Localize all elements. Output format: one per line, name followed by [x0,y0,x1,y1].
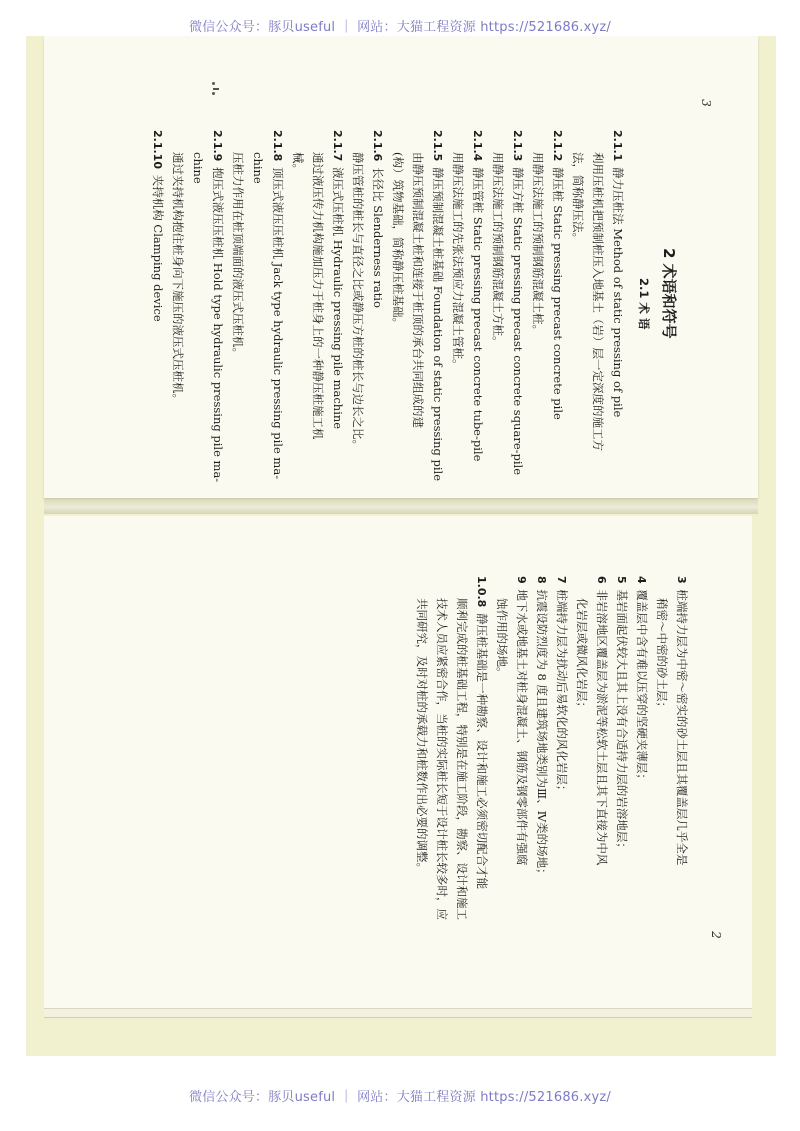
clause-number: 3 [675,576,688,584]
line-text: 静压桩基础是一种勘察、设计和施工必须密切配合才能 [475,613,489,890]
line-text: 利用压桩机把预制桩压入地基土（岩）层一定深度的施工方 [591,152,605,451]
clause-number: 1.0.8 [475,576,488,608]
line-text: 用静压法施工的预制钢筋混凝土桩。 [531,152,545,336]
text-line [452,576,472,920]
text-line [672,576,692,920]
scan-speck [212,82,215,85]
text-line [512,576,532,920]
text-line [572,576,592,920]
text-line [368,130,388,482]
text-line [608,130,628,482]
line-text: 覆盖层中含有难以压穿的坚硬夹薄层； [635,589,649,785]
text-line [432,576,452,920]
clause-number: 6 [595,576,608,584]
clause-number: 2.1.1 [611,130,624,162]
line-text: 稍密～中密的砂土层； [655,598,669,713]
clause-number: 2.1.5 [431,130,444,162]
clause-number: 8 [535,576,548,584]
text-line [468,130,488,482]
clause-number: 2.1.8 [271,130,284,162]
line-text: 静压桩 Static pressing precast concrete pile [551,167,565,420]
line-text: 顶压式液压压桩机 Jack type hydraulic pressing pile ma- [271,167,285,480]
clause-number: 2.1.9 [211,130,224,162]
text-line [632,576,652,920]
line-text: 非岩溶地区覆盖层为淤泥等松软土层且其下直接为中风 [595,589,609,866]
text-line [188,130,208,482]
text-line [588,130,608,482]
line-text: 压桩力作用在桩顶端面的液压式压桩机。 [231,152,245,359]
page-2-lines [412,576,692,920]
text-line [532,576,552,920]
clause-number: 2.1.2 [551,130,564,162]
line-text: 基岩面起伏较大且其上没有合适持力层的岩溶地层； [615,589,629,854]
clause-number: 2.1.10 [151,130,164,169]
clause-number: 4 [635,576,648,584]
line-text: 通过液压传力机构施加压力于桩身上的一种静压桩施工机 [311,152,325,440]
line-text: 由静压预制混凝土桩和连接于桩顶的承台共同组成的建 [411,152,425,428]
watermark-top: 微信公众号：豚贝useful ｜ 网站：大猫工程资源 https://521686.xyz/ [189,20,611,35]
text-line [492,576,512,920]
text-line [428,130,448,482]
page-edge-stack [44,1008,752,1018]
line-text: 法，简称静压法。 [571,152,585,244]
line-text: 技术人员应紧密合作，当桩的实际桩长短于设计桩长较多时，应 [435,598,449,920]
text-line [288,130,308,482]
text-line [388,130,408,482]
line-text: 用静压法施工的预制钢筋混凝土方桩。 [491,152,505,348]
watermark-bottom: 微信公众号：豚贝useful ｜ 网站：大猫工程资源 https://521686.xyz/ [189,1090,611,1105]
clause-number: 5 [615,576,628,584]
text-line [528,130,548,482]
text-line [448,130,468,482]
text-line [508,130,528,482]
page-number-3: 3 [698,99,713,107]
line-text: 静力压桩法 Method of static pressing of pile [611,167,625,418]
line-text: 抱压式液压压桩机 Hold type hydraulic pressing pile ma- [211,167,225,483]
text-line [328,130,348,482]
section-title: 2.1 术 语 [637,278,651,330]
book-gutter [44,500,758,514]
line-text: 化岩层或微风化岩层； [575,598,589,713]
scan-speck [212,92,215,95]
line-text: 静压预制混凝土桩基础 Foundation of static pressing pile [431,167,445,482]
line-text: (构）筑物基础，简称静压桩基础。 [391,152,405,329]
text-line [248,130,268,482]
text-line [148,130,168,482]
line-text: chine [251,152,265,184]
line-text: 地下水或地基土对桩身混凝土、钢筋及钢零部件有强腐 [515,589,529,866]
clause-number: 2.1.4 [471,130,484,162]
page-2-text [412,576,692,920]
text-line [408,130,428,482]
page-3-text [148,130,684,482]
text-line [552,576,572,920]
scan-speck [213,88,219,90]
text-line [592,576,612,920]
line-text: 蚀作用的场地。 [495,598,509,679]
line-text: 静压方桩 Static pressing precast concrete square-pile [511,167,525,476]
text-line [228,130,248,482]
text-line [308,130,328,482]
line-text: chine [191,152,205,184]
line-text: 夹持机构 Clamping device [151,174,165,322]
line-text: 共同研究，及时对桩的承载力和桩数作出必要的调整。 [415,598,429,874]
text-line [208,130,228,482]
line-text: 桩端持力层为中密～密实的砂土层且其覆盖层几乎全是 [675,589,689,866]
clause-number: 2.1.6 [371,130,384,162]
line-text: 抗震设防烈度为 8 度且建筑场地类别为Ⅲ、Ⅳ类的场地； [535,589,549,880]
line-text: 静压管桩 Static pressing precast concrete tube-pile [471,167,485,462]
line-text: 用静压法施工的先张法预应力混凝土管桩。 [451,152,465,371]
text-line [488,130,508,482]
line-text: 顺利完成的桩基础工程，特别是在施工阶段，勘察、设计和施工 [455,598,469,920]
page-3-lines [148,130,628,482]
chapter-title: 2 术语和符号 [660,248,678,339]
text-line [652,576,672,920]
clause-number: 7 [555,576,568,584]
line-text: 长径比 Slenderness ratio [371,167,385,308]
clause-number: 2.1.3 [511,130,524,162]
line-text: 械。 [291,152,305,175]
line-text: 液压式压桩机 Hydraulic pressing pile machine [331,167,345,430]
line-text: 通过夹持机构抱住桩身向下施压的液压式压桩机。 [171,152,185,405]
text-line [412,576,432,920]
text-line [472,576,492,920]
line-text: 静压管桩的桩长与直径之比或静压方桩的桩长与边长之比。 [351,152,365,451]
clause-number: 9 [515,576,528,584]
text-line [612,576,632,920]
text-line [548,130,568,482]
line-text: 桩端持力层为扰动后易软化的风化岩层； [555,589,569,797]
clause-number: 2.1.7 [331,130,344,162]
text-line [268,130,288,482]
text-line [568,130,588,482]
text-line [348,130,368,482]
text-line [168,130,188,482]
page-number-2: 2 [708,931,723,939]
